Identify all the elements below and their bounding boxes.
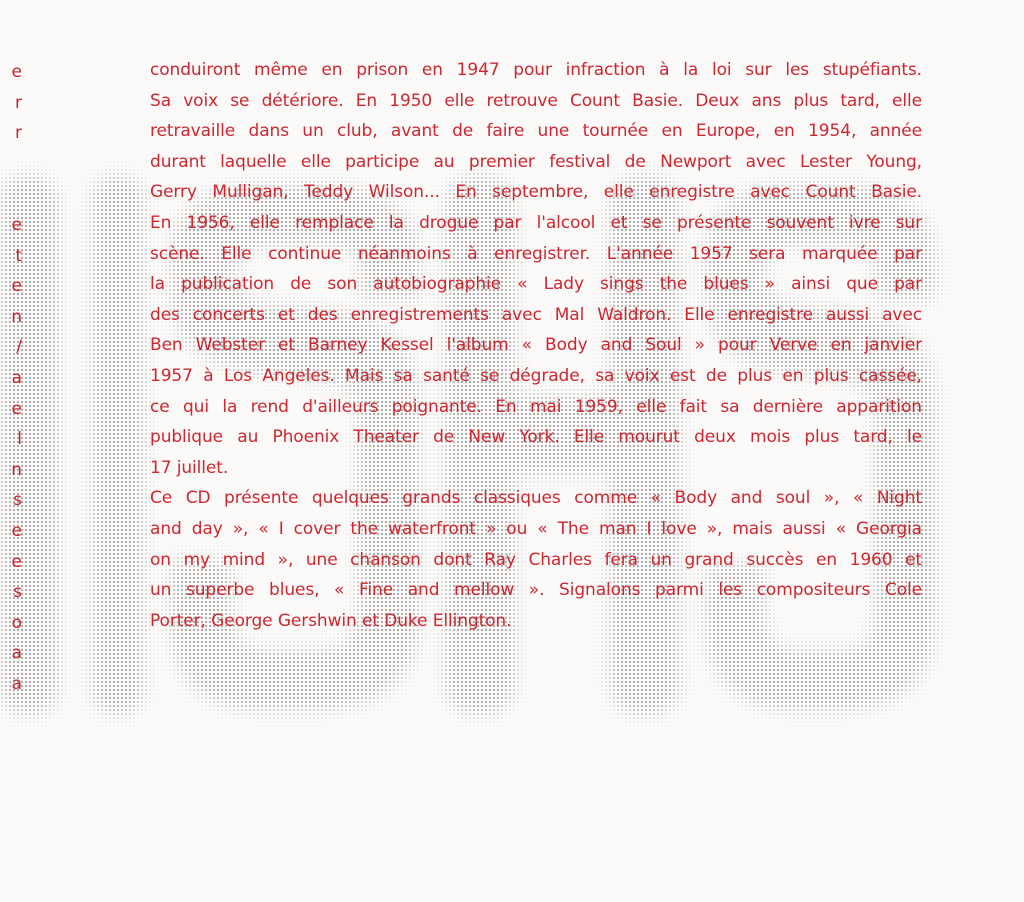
body-line: Sa voix se détériore. En 1950 elle retrouve Count Basie. Deux ans plus tard, elle bbox=[150, 90, 922, 111]
body-line: scène. Elle continue néanmoins à enregistrer. L'année 1957 sera marquée par bbox=[150, 243, 922, 264]
left-margin-char: t bbox=[15, 245, 22, 266]
left-margin-char: e bbox=[11, 276, 22, 297]
left-margin-char: a bbox=[11, 674, 22, 694]
body-line: publique au Phoenix Theater de New York. Elle mourut deux mois plus tard, le bbox=[150, 427, 922, 448]
left-margin-char: n bbox=[11, 306, 22, 327]
body-line: on my mind », une chanson dont Ray Charles fera un grand succès en 1960 et bbox=[150, 549, 922, 570]
article-body bbox=[150, 55, 922, 636]
left-margin-char: e bbox=[11, 521, 22, 541]
left-margin-char: a bbox=[11, 368, 22, 388]
body-line: ce qui la rend d'ailleurs poignante. En mai 1959, elle fait sa dernière apparition bbox=[150, 396, 922, 417]
body-line: 1957 à Los Angeles. Mais sa santé se dégrade, sa voix est de plus en plus cassée, bbox=[150, 365, 922, 386]
left-margin-char: a bbox=[11, 643, 22, 664]
left-margin-char: o bbox=[11, 612, 22, 633]
left-margin-char: e bbox=[11, 398, 22, 419]
body-line: En 1956, elle remplace la drogue par l'alcool et se présente souvent ivre sur bbox=[150, 212, 922, 233]
body-line: Ben Webster et Barney Kessel l'album « Body and Soul » pour Verve en janvier bbox=[150, 335, 922, 356]
body-line: retravaille dans un club, avant de faire une tournée en Europe, en 1954, année bbox=[150, 121, 922, 142]
body-line: la publication de son autobiographie « Lady sings the blues » ainsi que par bbox=[150, 274, 922, 295]
left-margin-char bbox=[8, 154, 22, 174]
left-margin-char: e bbox=[11, 551, 22, 572]
left-margin-char: r bbox=[15, 123, 22, 144]
body-line: durant laquelle elle participe au premier festival de Newport avec Lester Young, bbox=[150, 151, 922, 172]
body-line: Porter, George Gershwin et Duke Ellington. bbox=[150, 610, 512, 631]
body-line: and day », « I cover the waterfront » ou « The man I love », mais aussi « Georgia bbox=[150, 518, 922, 539]
left-margin-char: r bbox=[15, 92, 22, 113]
left-margin-char: l bbox=[17, 429, 22, 450]
body-line: Gerry Mulligan, Teddy Wilson... En septembre, elle enregistre avec Count Basie. bbox=[150, 182, 922, 203]
left-margin-char: e bbox=[11, 62, 22, 82]
body-line: conduiront même en prison en 1947 pour infraction à la loi sur les stupéfiants. bbox=[150, 60, 922, 80]
body-line: des concerts et des enregistrements avec Mal Waldron. Elle enregistre aussi avec bbox=[150, 304, 922, 325]
left-margin-char: n bbox=[11, 459, 22, 480]
left-margin-char: s bbox=[13, 490, 22, 511]
body-line: un superbe blues, « Fine and mellow ». Signalons parmi les compositeurs Cole bbox=[150, 580, 922, 601]
left-margin-char bbox=[8, 184, 22, 204]
left-margin-char: e bbox=[11, 215, 22, 235]
left-margin-char: / bbox=[16, 337, 22, 358]
left-margin-char: s bbox=[13, 582, 22, 603]
body-line: Ce CD présente quelques grands classiques comme « Body and soul », « Night bbox=[150, 488, 922, 509]
body-line: 17 juillet. bbox=[150, 457, 229, 478]
